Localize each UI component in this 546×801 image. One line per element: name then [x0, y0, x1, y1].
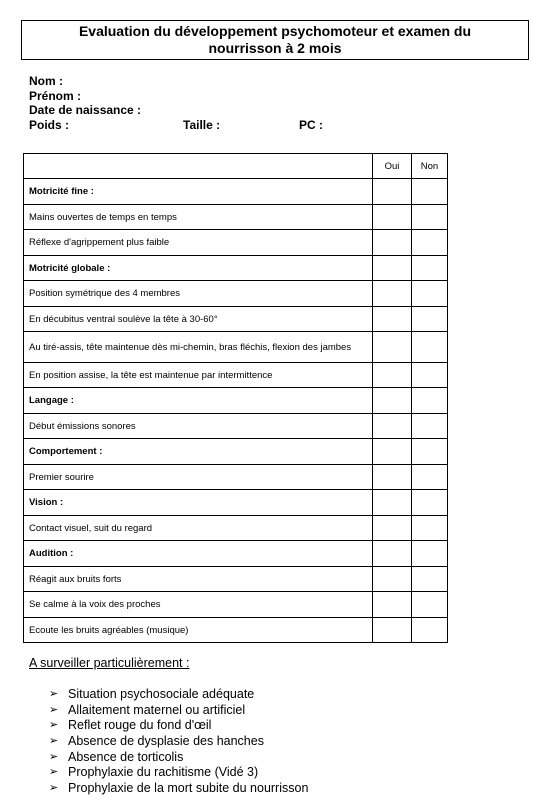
oui-checkbox-cell[interactable] [373, 332, 412, 363]
item-label: Contact visuel, suit du regard [24, 516, 373, 541]
non-checkbox-cell[interactable] [412, 363, 448, 388]
table-row [24, 618, 448, 643]
item-label: Mains ouvertes de temps en temps [24, 205, 373, 230]
table-row [24, 567, 448, 592]
oui-checkbox-cell[interactable] [373, 307, 412, 332]
oui-checkbox-cell[interactable] [373, 465, 412, 490]
evaluation-rows [24, 179, 448, 643]
item-label: En position assise, la tête est maintenue par intermittence [24, 363, 373, 388]
measurements-row [29, 117, 323, 133]
non-checkbox-cell[interactable] [412, 307, 448, 332]
item-label: Position symétrique des 4 membres [24, 281, 373, 307]
non-checkbox-cell[interactable] [412, 439, 448, 465]
non-checkbox-cell[interactable] [412, 230, 448, 256]
list-item-text: Prophylaxie de la mort subite du nourrisson [68, 781, 309, 796]
surveiller-title: A surveiller particulièrement : [29, 656, 190, 670]
table-row [24, 516, 448, 541]
oui-checkbox-cell[interactable] [373, 281, 412, 307]
date-naissance-row [29, 103, 141, 118]
item-label: Au tiré-assis, tête maintenue dès mi-chemin, bras fléchis, flexion des jambes [24, 332, 373, 363]
non-checkbox-cell[interactable] [412, 618, 448, 643]
item-label: Ecoute les bruits agréables (musique) [24, 618, 373, 643]
non-checkbox-cell[interactable] [412, 256, 448, 281]
oui-checkbox-cell[interactable] [373, 618, 412, 643]
oui-checkbox-cell[interactable] [373, 516, 412, 541]
list-item [49, 718, 308, 734]
item-label: Début émissions sonores [24, 414, 373, 439]
table-row [24, 332, 448, 363]
section-label: Vision : [24, 490, 373, 516]
section-row [24, 439, 448, 465]
header-oui: Oui [373, 154, 412, 179]
title-box [21, 20, 529, 60]
section-row [24, 388, 448, 414]
oui-checkbox-cell[interactable] [373, 490, 412, 516]
pc-label: PC : [299, 117, 323, 132]
non-checkbox-cell[interactable] [412, 541, 448, 567]
item-label: En décubitus ventral soulève la tête à 30-60° [24, 307, 373, 332]
non-checkbox-cell[interactable] [412, 281, 448, 307]
list-item [49, 703, 308, 719]
header-item-cell [24, 154, 373, 179]
table-row [24, 414, 448, 439]
non-checkbox-cell[interactable] [412, 490, 448, 516]
section-row [24, 490, 448, 516]
oui-checkbox-cell[interactable] [373, 541, 412, 567]
section-label: Langage : [24, 388, 373, 414]
oui-checkbox-cell[interactable] [373, 179, 412, 205]
list-item [49, 734, 308, 750]
document-title: Evaluation du développement psychomoteur et examen du nourrisson à 2 mois [78, 23, 472, 56]
header-non: Non [412, 154, 448, 179]
oui-checkbox-cell[interactable] [373, 230, 412, 256]
prenom-row [29, 89, 141, 104]
date-naissance-label: Date de naissance : [29, 103, 142, 117]
section-row [24, 256, 448, 281]
non-checkbox-cell[interactable] [412, 179, 448, 205]
oui-checkbox-cell[interactable] [373, 205, 412, 230]
arrow-bullet-icon: ➢ [49, 735, 59, 748]
list-item [49, 765, 308, 781]
non-checkbox-cell[interactable] [412, 592, 448, 618]
poids-label: Poids : [29, 117, 70, 132]
oui-checkbox-cell[interactable] [373, 388, 412, 414]
section-label: Audition : [24, 541, 373, 567]
list-item-text: Prophylaxie du rachitisme (Vidé 3) [68, 765, 259, 780]
list-item-text: Situation psychosociale adéquate [68, 687, 255, 701]
list-item [49, 687, 308, 703]
non-checkbox-cell[interactable] [412, 332, 448, 363]
arrow-bullet-icon: ➢ [49, 719, 59, 732]
oui-checkbox-cell[interactable] [373, 567, 412, 592]
oui-checkbox-cell[interactable] [373, 414, 412, 439]
arrow-bullet-icon: ➢ [49, 703, 59, 716]
non-checkbox-cell[interactable] [412, 414, 448, 439]
item-label: Réagit aux bruits forts [24, 567, 373, 592]
item-label: Se calme à la voix des proches [24, 592, 373, 618]
table-row [24, 307, 448, 332]
oui-checkbox-cell[interactable] [373, 592, 412, 618]
list-item-text: Absence de torticolis [68, 749, 184, 764]
patient-info [29, 74, 323, 132]
section-label: Motricité fine : [24, 179, 373, 205]
arrow-bullet-icon: ➢ [49, 688, 59, 700]
list-item [49, 781, 308, 797]
non-checkbox-cell[interactable] [412, 516, 448, 541]
list-item-text: Absence de dysplasie des hanches [68, 734, 264, 749]
item-label: Réflexe d'agrippement plus faible [24, 230, 373, 256]
prenom-label: Prénom : [29, 88, 82, 103]
table-row [24, 205, 448, 230]
list-item [49, 750, 308, 766]
table-row [24, 465, 448, 490]
section-row [24, 541, 448, 567]
arrow-bullet-icon: ➢ [49, 750, 59, 763]
surveiller-list [49, 687, 308, 797]
arrow-bullet-icon: ➢ [49, 766, 59, 779]
nom-label: Nom : [29, 74, 63, 88]
section-label: Comportement : [24, 439, 373, 465]
non-checkbox-cell[interactable] [412, 205, 448, 230]
arrow-bullet-icon: ➢ [49, 782, 59, 795]
nom-row [29, 74, 141, 89]
section-label: Motricité globale : [24, 256, 373, 281]
table-row [24, 363, 448, 388]
table-row [24, 230, 448, 256]
evaluation-table [23, 153, 448, 643]
table-header-row [24, 154, 448, 179]
oui-checkbox-cell[interactable] [373, 256, 412, 281]
oui-checkbox-cell[interactable] [373, 363, 412, 388]
non-checkbox-cell[interactable] [412, 388, 448, 414]
table-row [24, 592, 448, 618]
table-row [24, 281, 448, 307]
item-label: Premier sourire [24, 465, 373, 490]
taille-label: Taille : [183, 117, 221, 132]
section-row [24, 179, 448, 205]
non-checkbox-cell[interactable] [412, 465, 448, 490]
list-item-text: Allaitement maternel ou artificiel [68, 702, 246, 717]
oui-checkbox-cell[interactable] [373, 439, 412, 465]
list-item-text: Reflet rouge du fond d'œil [68, 718, 212, 733]
non-checkbox-cell[interactable] [412, 567, 448, 592]
